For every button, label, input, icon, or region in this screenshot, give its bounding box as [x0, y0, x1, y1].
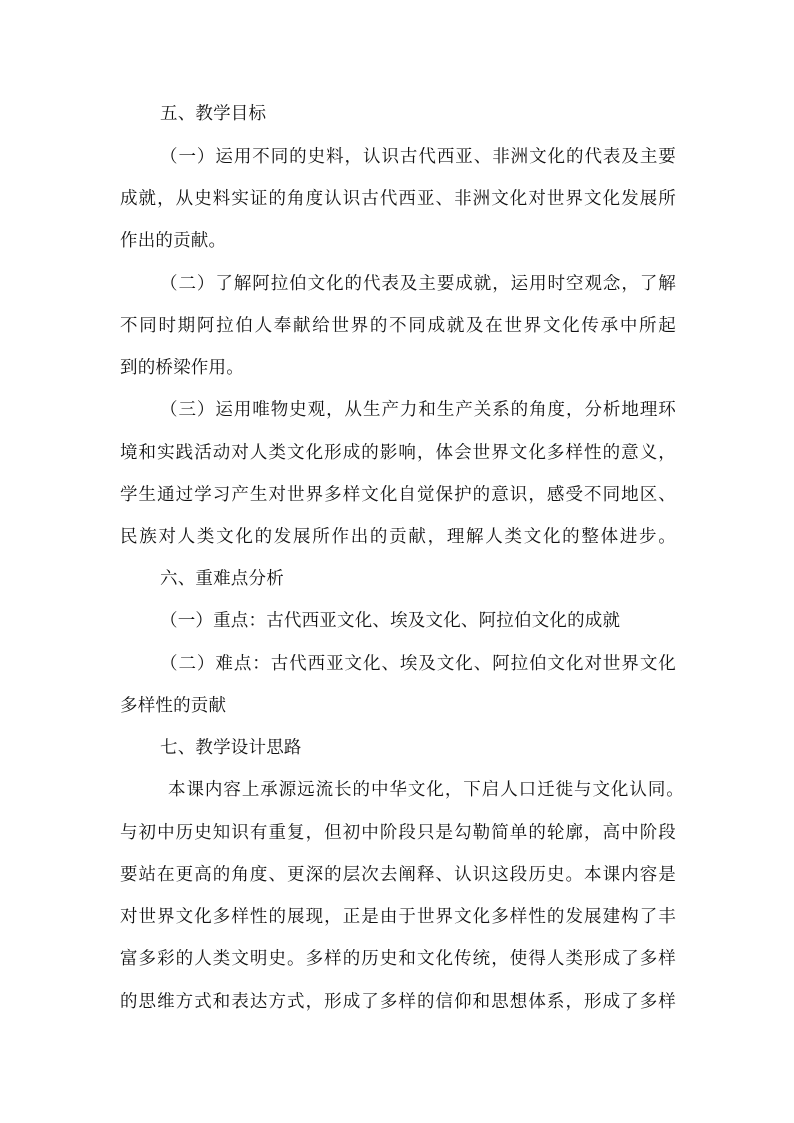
section-heading-teaching-goals: 五、教学目标	[160, 104, 267, 124]
paragraph-line: 不同时期阿拉伯人奉献给世界的不同成就及在世界文化传承中所起	[120, 316, 676, 336]
paragraph-line: 多样性的贡献	[120, 696, 227, 716]
paragraph-line: 本课内容上承源远流长的中华文化，下启人口迁徙与文化认同。	[168, 780, 684, 800]
paragraph-line: （一）运用不同的史料，认识古代西亚、非洲文化的代表及主要	[160, 147, 676, 167]
paragraph-line: 的思维方式和表达方式，形成了多样的信仰和思想体系，形成了多样	[120, 992, 676, 1012]
paragraph-line: （二）难点：古代西亚文化、埃及文化、阿拉伯文化对世界文化	[160, 654, 676, 674]
paragraph-line: 到的桥梁作用。	[120, 358, 244, 378]
paragraph-line: （三）运用唯物史观，从生产力和生产关系的角度，分析地理环	[160, 400, 676, 420]
paragraph-line: 富多彩的人类文明史。多样的历史和文化传统，使得人类形成了多样	[120, 949, 676, 969]
paragraph-line: 作出的贡献。	[120, 231, 227, 251]
section-heading-key-points: 六、重难点分析	[160, 569, 284, 589]
paragraph-line: 对世界文化多样性的展现，正是由于世界文化多样性的发展建构了丰	[120, 907, 676, 927]
paragraph-line: 境和实践活动对人类文化形成的影响，体会世界文化多样性的意义，	[120, 443, 676, 463]
paragraph-line: 学生通过学习产生对世界多样文化自觉保护的意识，感受不同地区、	[120, 485, 676, 505]
paragraph-line: 要站在更高的角度、更深的层次去阐释、认识这段历史。本课内容是	[120, 865, 676, 885]
paragraph-line: （一）重点：古代西亚文化、埃及文化、阿拉伯文化的成就	[160, 611, 621, 631]
paragraph-line: （二）了解阿拉伯文化的代表及主要成就，运用时空观念，了解	[160, 274, 676, 294]
paragraph-line: 民族对人类文化的发展所作出的贡献，理解人类文化的整体进步。	[120, 527, 676, 547]
section-heading-design-ideas: 七、教学设计思路	[160, 738, 302, 758]
paragraph-line: 与初中历史知识有重复，但初中阶段只是勾勒简单的轮廓，高中阶段	[120, 823, 676, 843]
paragraph-line: 成就，从史料实证的角度认识古代西亚、非洲文化对世界文化发展所	[120, 189, 676, 209]
